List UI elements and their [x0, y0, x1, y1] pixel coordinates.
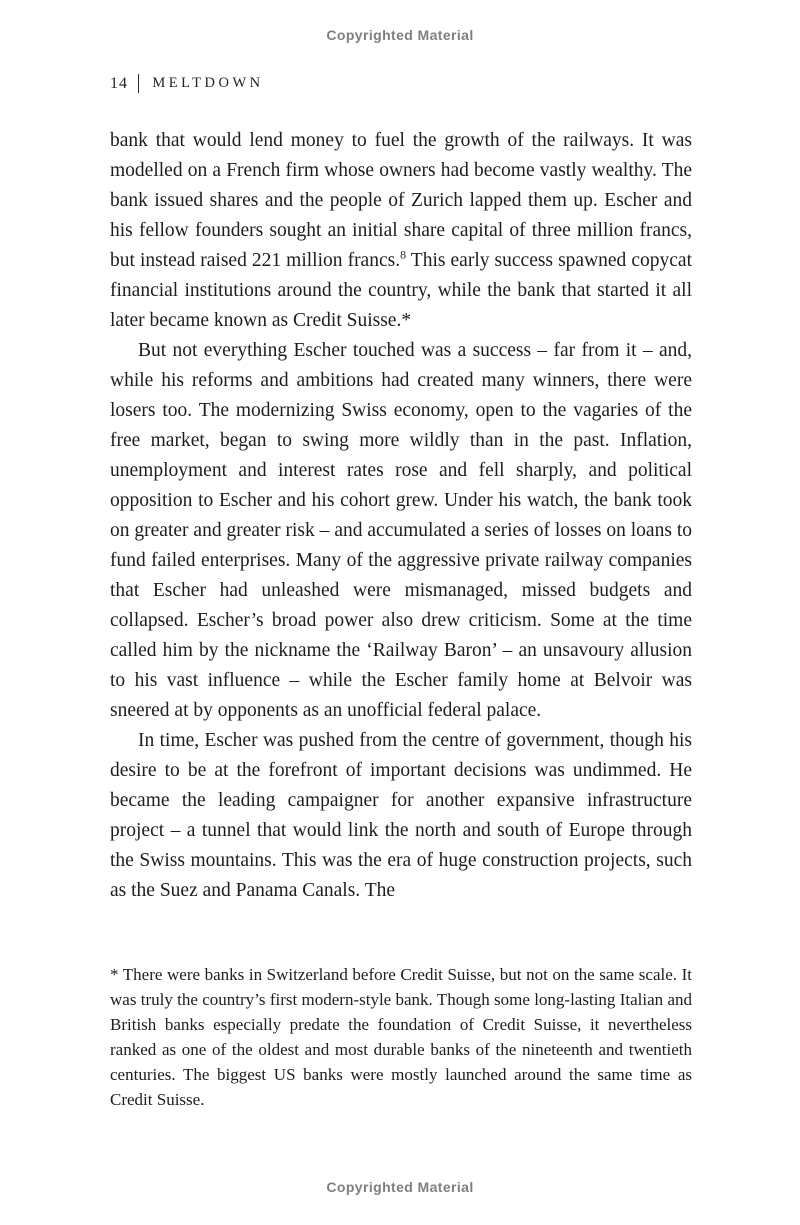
header-divider — [138, 74, 139, 93]
body-text — [110, 126, 692, 906]
footnote-text: There were banks in Switzerland before Credit Suisse, but not on the same scale. It was truly the country’s first modern-style bank. Though some long-lasting Italian and British banks especially predate the foundation of Credit Suisse, it nevertheless ranked as one of the oldest and most durable banks of the nineteenth and twentieth centuries. The biggest US banks were mostly launched around the same time as Credit Suisse. — [110, 965, 692, 1109]
copyright-notice-top: Copyrighted Material — [326, 27, 474, 43]
page-number: 14 — [110, 74, 128, 92]
paragraph-1-text-before-ref: bank that would lend money to fuel the growth of the railways. It was modelled on a French firm whose owners had become vastly wealthy. The bank issued shares and the people of Zurich lapped them up. Escher and his fellow founders sought an initial share capital of three million francs, but instead raised 221 million francs. — [110, 130, 692, 271]
page-header — [110, 74, 264, 93]
book-title: MELTDOWN — [152, 75, 264, 91]
paragraph-3: In time, Escher was pushed from the centre of government, though his desire to be at the forefront of important decisions was undimmed. He became the leading campaigner for another expansive infrastructure project – a tunnel that would link the north and south of Europe through the Swiss mountains. This was the era of huge construction projects, such as the Suez and Panama Canals. The — [110, 730, 692, 901]
footnote-marker: * — [110, 965, 119, 984]
footnote — [110, 962, 692, 1112]
paragraph-2: But not everything Escher touched was a success – far from it – and, while his reforms and ambitions had created many winners, there were losers too. The modernizing Swiss economy, open to the vagaries of the free market, began to swing more wildly than in the past. Inflation, unemployment and interest rates rose and fell sharply, and political opposition to Escher and his cohort grew. Under his watch, the bank took on greater and greater risk – and accumulated a series of losses on loans to fund failed enterprises. Many of the aggressive private railway companies that Escher had unleashed were mismanaged, missed budgets and collapsed. Escher’s broad power also drew criticism. Some at the time called him by the nickname the ‘Railway Baron’ – an unsavoury allusion to his vast influence – while the Escher family home at Belvoir was sneered at by opponents as an unofficial federal palace. — [110, 340, 692, 721]
paragraph-1 — [110, 126, 692, 336]
footnote-reference: 8 — [400, 247, 407, 262]
copyright-notice-bottom: Copyrighted Material — [326, 1179, 474, 1195]
paragraph-1-text-after-ref: This early success spawned copycat financial institutions around the country, while the bank that started it all later became known as Credit Suisse.* — [110, 250, 692, 331]
